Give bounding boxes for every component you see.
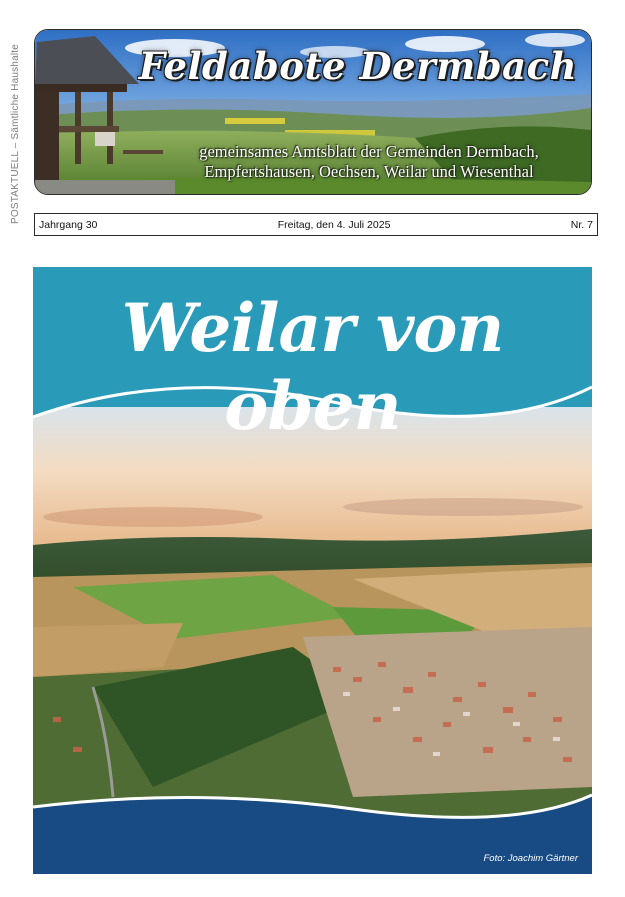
distribution-side-label: POSTAKTUELL – Sämtliche Haushalte — [10, 44, 21, 225]
newspaper-title: Feldabote Dermbach — [138, 44, 577, 88]
issue-date: Freitag, den 4. Juli 2025 — [277, 218, 391, 231]
photo-credit: Foto: Joachim Gärtner — [483, 853, 578, 864]
masthead — [34, 29, 592, 195]
subtitle-line-2: Empfertshausen, Oechsen, Weilar und Wiesenthal — [204, 162, 534, 181]
issue-number: Nr. 7 — [570, 218, 593, 231]
issue-info-bar — [34, 213, 598, 236]
newspaper-subtitle — [155, 142, 583, 182]
issue-volume: Jahrgang 30 — [39, 218, 98, 231]
cover-headline: Weilar von oben — [121, 289, 504, 445]
cover-feature — [33, 267, 592, 874]
subtitle-line-1: gemeinsames Amtsblatt der Gemeinden Dermbach, — [199, 142, 539, 161]
